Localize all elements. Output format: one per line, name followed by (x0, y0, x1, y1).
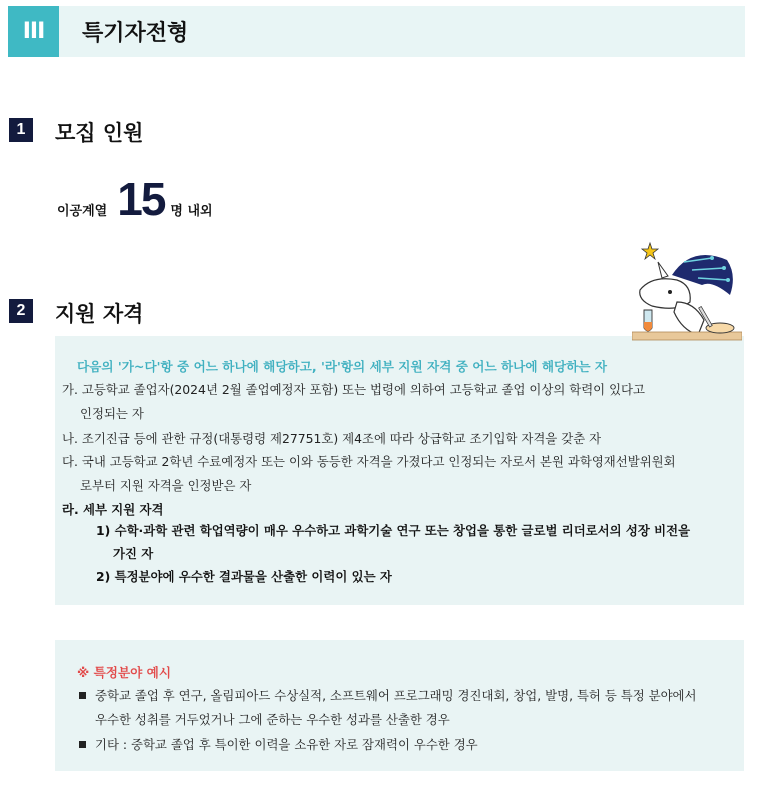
section-1-title: 모집 인원 (55, 121, 144, 145)
recruit-field-label: 이공계열 (57, 204, 108, 219)
qualification-item-na: 나. 조기진급 등에 관한 규정(대통령령 제27751호) 제4조에 따라 상급학교 조기입학 자격을 갖춘 자 (62, 431, 602, 446)
page-title: 특기자전형 (82, 21, 189, 46)
example-item-1-text: 중학교 졸업 후 연구, 올림피아드 수상실적, 소프트웨어 프로그래밍 경진대회, 창업, 발명, 특허 등 특정 분야에서 (95, 688, 697, 703)
section-2-number: 2 (9, 299, 33, 323)
detail-qualification-1: 1) 수학·과학 관련 학업역량이 매우 우수하고 과학기술 연구 또는 창업을 통한 글로벌 리더로서의 성장 비전을 (96, 523, 691, 538)
square-bullet-icon (79, 741, 86, 748)
qualification-panel (55, 336, 744, 605)
example-item-2-text: 기타 : 중학교 졸업 후 특이한 이력을 소유한 자로 잠재력이 우수한 경우 (95, 737, 478, 752)
unicorn-mascot-illustration (632, 240, 742, 350)
roman-numeral-badge: III (8, 6, 59, 57)
qualification-item-da-cont: 로부터 지원 자격을 인정받은 자 (80, 478, 252, 493)
qualification-item-da: 다. 국내 고등학교 2학년 수료예정자 또는 이와 동등한 자격을 가졌다고 인정되는 자로서 본원 과학영재선발위원회 (62, 454, 676, 469)
recruit-count: 15 (117, 173, 165, 225)
example-item-1-cont: 우수한 성취를 거두었거나 그에 준하는 우수한 성과를 산출한 경우 (95, 712, 450, 727)
recruit-count-line (57, 173, 213, 225)
detail-qualification-1-cont: 가진 자 (113, 546, 154, 561)
section-2-title: 지원 자격 (55, 302, 144, 326)
square-bullet-icon (79, 692, 86, 699)
section-1-number: 1 (9, 118, 33, 142)
recruit-unit: 명 내외 (170, 204, 213, 219)
detail-qualification-2: 2) 특정분야에 우수한 결과물을 산출한 이력이 있는 자 (96, 569, 392, 584)
qualification-item-ga: 가. 고등학교 졸업자(2024년 2월 졸업예정자 포함) 또는 법령에 의하여 고등학교 졸업 이상의 학력이 있다고 (62, 382, 645, 397)
qualification-item-ra: 라. 세부 지원 자격 (62, 502, 164, 517)
example-item-2 (79, 735, 478, 753)
examples-title: ※ 특정분야 예시 (77, 665, 172, 680)
example-item-1 (79, 686, 697, 704)
qualification-lead: 다음의 '가~다'항 중 어느 하나에 해당하고, '라'항의 세부 지원 자격 중 어느 하나에 해당하는 자 (77, 359, 608, 374)
qualification-item-ga-cont: 인정되는 자 (80, 406, 144, 421)
